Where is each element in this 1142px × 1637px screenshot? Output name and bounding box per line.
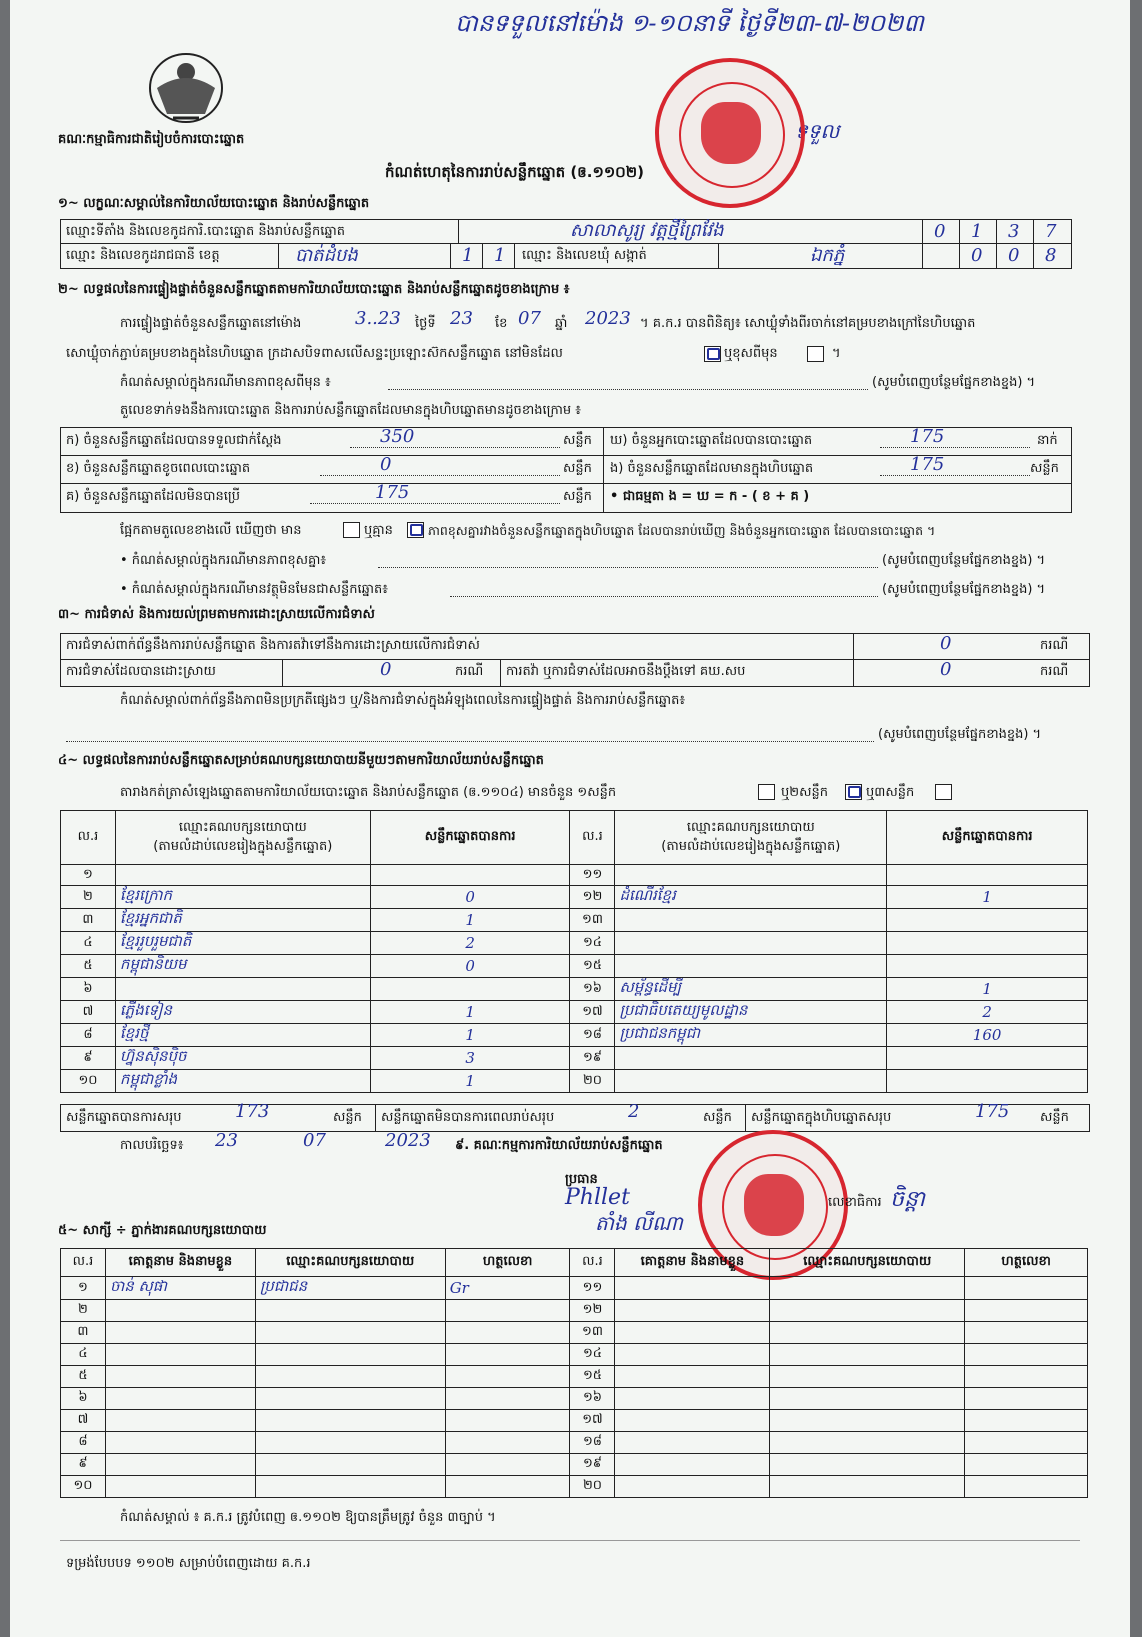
party-name: ខ្មែរក្រោក (115, 886, 370, 909)
three-sheets-label: ឬ៣សន្លឹក (866, 785, 915, 800)
total-valid-label: សន្លឹកឆ្នោតបានការសរុប (66, 1110, 182, 1125)
party-votes: 1 (887, 978, 1088, 1001)
witness-row-no: ២០ (570, 1476, 615, 1498)
col-votes-header: សន្លឹកឆ្នោតបានការ (370, 811, 570, 865)
day-label: ថ្ងៃទី (415, 316, 436, 331)
unit-label: សន្លឹក (563, 489, 592, 504)
witness-signature (445, 1388, 570, 1410)
party-votes: 160 (887, 1024, 1088, 1047)
fill-more-note: (សូមបំពេញបន្ថែមផ្នែកខាងខ្នង) ។ (872, 375, 1036, 390)
col-votes-header: សន្លឹកឆ្នោតបានការ (887, 811, 1088, 865)
party-name: កម្ពុជាខ្លាំង (115, 1070, 370, 1093)
fill-more-note: (សូមបំពេញបន្ថែមផ្នែកខាងខ្នង) ។ (878, 727, 1042, 742)
total-invalid-value: 2 (628, 1101, 640, 1122)
secretary-label: លេខាធិការ (828, 1195, 882, 1210)
unused-ballots-value: 175 (375, 482, 410, 503)
witness-table (60, 1248, 1088, 1498)
witness-name (105, 1322, 255, 1344)
verification-text: ការផ្ទៀងផ្ទាត់ចំនួនសន្លឹកឆ្នោតនៅម៉ោង (120, 316, 302, 331)
party-votes (887, 955, 1088, 978)
table-row (61, 955, 1088, 978)
witness-name (105, 1432, 255, 1454)
handwritten-receipt-note: បានទទួលនៅម៉ោង ១-១០នាទី ថ្ងៃទី២៣-៧-២០២៣ (455, 9, 924, 37)
witness-signature (965, 1432, 1088, 1454)
spoiled-ballots-value: 0 (380, 454, 392, 475)
secretary-signature: ចិន្តា (890, 1187, 925, 1212)
col-party-header: ឈ្មោះគណបក្សនយោបាយ (178, 819, 307, 835)
unused-ballots-label: គ) ចំនួនសន្លឹកឆ្នោតដែលមិនបានប្រើ (66, 489, 240, 504)
w-col-no: ល.រ (570, 1249, 615, 1277)
table-row (61, 1047, 1088, 1070)
witness-signature (445, 1432, 570, 1454)
witness-row-no: ៨ (61, 1432, 106, 1454)
document-page: បានទទួលនៅម៉ោង ១-១០នាទី ថ្ងៃទី២៣-៧-២០២៣ ទទួល គណៈកម្មាធិការជាតិរៀបចំការបោះឆ្នោត កំណត់ហេតុនៃការរាប់សន្លឹកឆ្នោត (ឲ.១១០២) ១~ លក្ខណៈសម្គាល់នៃការិយាល័យបោះឆ្នោត និងរាប់សន្លឹកឆ្នោត ឈ្មោះទីតាំង និងលេខកូដការិ.បោះឆ្នោត និងរាប់សន្លឹកឆ្នោត សាលាសូរ្យ វត្តថ្មីព្រៃវែង 0 1 3 7 ឈ្មោះ និងលេខកូដរាជធានី ខេត្ត បាត់ដំបង 1 1 ឈ្មោះ និងលេខឃុំ សង្កាត់ ឯកភ្នំ 0 0 8 ២~ លទ្ធផលនៃការផ្ទៀងផ្ទាត់ចំនួនសន្លឹកឆ្នោតតាមការិយាល័យបោះឆ្នោត និងរាប់សន្លឹកឆ្នោតដូចខាងក្រោម ៖ ការផ្ទៀងផ្ទាត់ចំនួនសន្លឹកឆ្នោតនៅម៉ោង 3..23 ថ្ងៃទី 23 ខែ 07 ឆ្នាំ 2023 ។ គ.ក.រ បានពិនិត្យ៖ សោឃ្លុំទាំងពីរចាក់នៅគម្របខាងក្រៅនៃហិបឆ្នោត សោឃ្លុំចាក់ភ្ជាប់គម្របខាងក្នុងនៃហិបឆ្នោត ក្រដាសបិទពាសលើសន្ទះប្រឡោះស៊កសន្លឹកឆ្នោត នៅមិនដែល ឬខុសពីមុន ។ កំណត់សម្គាល់ក្នុងករណីមានភាពខុសពីមុន ៖ (សូមបំពេញបន្ថែមផ្នែកខាងខ្នង) ។ តួលេខទាក់ទងនឹងការបោះឆ្នោត និងការរាប់សន្លឹកឆ្នោតដែលមានក្នុងហិបឆ្នោតមានដូចខាងក្រោម ៖ ក) ចំនួនសន្លឹកឆ្នោតដែលបានទទួលជាក់ស្តែង 350 សន្លឹក ខ) ចំនួនសន្លឹកឆ្នោតខូចពេលបោះឆ្នោត 0 សន្លឹក គ) ចំនួនសន្លឹកឆ្នោតដែលមិនបានប្រើ 175 សន្លឹក ឃ) ចំនួនអ្នកបោះឆ្នោតដែលបានបោះឆ្នោត 175 នាក់ ង) ចំនួនសន្លឹកឆ្នោតដែលមានក្នុងហិបឆ្នោត 175 សន្លឹក • ជាធម្មតា ង = ឃ = ក - ( ខ + គ ) ផ្អែកតាមតួលេខខាងលើ ឃើញថា មាន ឬគ្មាន ភាពខុសគ្នារវាងចំនួនសន្លឹកឆ្នោតក្នុងហិបឆ្នោត ដែលបានរាប់ឃើញ និងចំនួនអ្នកបោះឆ្នោត ដែលបានបោះឆ្នោត ។ • កំណត់សម្គាល់ក្នុងករណីមានភាពខុសគ្នា៖ (សូមបំពេញបន្ថែមផ្នែកខាងខ្នង) ។ • កំណត់សម្គាល់ក្នុងករណីមានវត្ថុមិនមែនជាសន្លឹកឆ្នោត៖ (សូមបំពេញបន្ថែមផ្នែកខាងខ្នង) ។ ៣~ ការជំទាស់ និងការយល់ព្រមតាមការដោះស្រាយលើការជំទាស់ ការជំទាស់ពាក់ព័ន្ធនឹងការរាប់សន្លឹកឆ្នោត និងការតវ៉ាទៅនឹងការដោះស្រាយលើការជំទាស់ 0 ករណី ការជំទាស់ដែលបានដោះស្រាយ 0 ករណី ការតវ៉ា ឬការជំទាស់ដែលអាចនឹងប្តឹងទៅ គឃ.សប 0 ករណី កំណត់សម្គាល់ពាក់ព័ន្ធនឹងភាពមិនប្រក្រតីផ្សេងៗ ឬ/និងការជំទាស់ក្នុងអំឡុងពេលនៃការផ្ទៀងផ្ទាត់ និងការរាប់សន្លឹកឆ្នោត៖ (សូមបំពេញបន្ថែមផ្នែកខាងខ្នង) ។ ៤~ លទ្ធផលនៃការរាប់សន្លឹកឆ្នោតសម្រាប់គណបក្សនយោបាយនីមួយៗតាមការិយាល័យរាប់សន្លឹកឆ្នោត តារាងកត់ត្រាសំឡេងឆ្នោតតាមការិយាល័យបោះឆ្នោត និងរាប់សន្លឹកឆ្នោត (ឲ.១១០៤) មានចំនួន ១សន្លឹក ឬ២សន្លឹក ឬ៣សន្លឹក ល.រ ឈ្មោះគណបក្សនយោបាយ (តាមលំដាប់លេខរៀងក្នុងសន្លឹកឆ្នោត) សន្លឹកឆ្នោតបានការ ល.រ ឈ្មោះគណបក្សនយោបាយ (តាមលំដាប់លេខរៀងក្នុងសន្លឹកឆ្នោត) សន្លឹកឆ្នោតបានការ ១ ១១ ២ ខ្មែរក្រោក 0 ១២ ដំណើរខ្មែរ 1 ៣ ខ្មែរអ្នកជាតិ 1 ១៣ ៤ ខ្មែររួបរួមជាតិ 2 ១៤ ៥ កម្ពុជានិយម 0 ១៥ ៦ ១៦ សម្ព័ន្ធដើម្បី 1 ៧ ភ្លើងទៀន 1 ១៧ ប្រជាធិបតេយ្យមូលដ្ឋាន 2 ៨ ខ្មែរថ្មី 1 ១៨ ប្រជាជនកម្ពុជា 160 ៩ ហ្វ៊ុនស៊ិនប៉ិច 3 ១៩ ១០ កម្ពុជាខ្លាំង 1 ២០ សន្លឹកឆ្នោតបានការសរុប 173 សន្លឹក សន្លឹកឆ្នោតមិនបានការពេលរាប់សរុប 2 សន្លឹក សន្លឹកឆ្នោតក្នុងហិបឆ្នោតសរុប 175 សន្លឹក កាលបរិច្ឆេទ៖ 23 07 2023 ៩. គណៈកម្មការការិយាល័យរាប់សន្លឹកឆ្នោត ប្រធាន Phllet តាំង លីណា លេខាធិការ ចិន្តា ៥~ សាក្សី ÷ ភ្នាក់ងារគណបក្សនយោបាយ ល.រ គោត្តនាម និងនាមខ្លួន ឈ្មោះគណបក្សនយោបាយ ហត្ថលេខា ល.រ គោត្តនាម និងនាមខ្លួន ឈ្មោះគណបក្សនយោបាយ ហត្ថលេខា ១ ចាន់ សុផា ប្រជាជន Gr ១១ ២ ១២ ៣ ១៣ ៤ ១៤ ៥ ១៥ ៦ ១៦ ៧ ១៧ ៨ ១៨ ៩ ១៩ ១០ ២០ កំណត់សម្គាល់ ៖ គ.ក.រ ត្រូវបំពេញ ឲ.១១០២ ឱ្យបានត្រឹមត្រូវ ចំនួន ៣ច្បាប់ ។ ទម្រង់បែបបទ ១១០២ សម្រាប់បំពេញដោយ គ.ក.រ (10, 0, 1130, 1637)
party-votes: 2 (370, 932, 570, 955)
table-row (61, 1070, 1088, 1093)
col-no-header: ល.រ (570, 811, 615, 865)
witness-name (615, 1388, 770, 1410)
party-votes: 1 (370, 909, 570, 932)
witness-row-no: ២ (61, 1300, 106, 1322)
date-month: 07 (303, 1130, 326, 1151)
witness-name (105, 1366, 255, 1388)
witness-party (255, 1388, 445, 1410)
objections-value: 0 (940, 633, 952, 654)
unit-label: ករណី (1040, 638, 1069, 653)
party-name: ប្រជាជនកម្ពុជា (615, 1024, 887, 1047)
party-row-no: ១២ (570, 886, 615, 909)
witness-name: ចាន់ សុផា (105, 1277, 255, 1300)
party-votes (370, 978, 570, 1001)
province-value: បាត់ដំបង (295, 245, 358, 266)
difference-note: • កំណត់សម្គាល់ក្នុងករណីមានភាពខុសគ្នា៖ (120, 553, 327, 568)
witness-signature (965, 1476, 1088, 1498)
party-name (615, 955, 887, 978)
form-footer: ទម្រង់បែបបទ ១១០២ សម្រាប់បំពេញដោយ គ.ក.រ (66, 1556, 311, 1571)
witness-row-no: ១ (61, 1277, 106, 1300)
seal-check-text: សោឃ្លុំចាក់ភ្ជាប់គម្របខាងក្នុងនៃហិបឆ្នោត ក្រដាសបិទពាសលើសន្ទះប្រឡោះស៊កសន្លឹកឆ្នោត នៅមិនដែល (66, 346, 563, 361)
witness-signature (965, 1344, 1088, 1366)
witness-name (615, 1454, 770, 1476)
witness-party (255, 1432, 445, 1454)
party-row-no: ១៧ (570, 1001, 615, 1024)
chair-name: តាំង លីណា (595, 1211, 683, 1235)
w-col-sign: ហត្ថលេខា (965, 1249, 1088, 1277)
unit-label: សន្លឹក (703, 1110, 732, 1125)
unit-label: នាក់ (1037, 433, 1058, 448)
party-row-no: ១ (61, 865, 116, 886)
party-votes: 3 (370, 1047, 570, 1070)
total-box-value: 175 (975, 1101, 1010, 1122)
province-code-digit: 1 (494, 245, 506, 266)
year-label: ឆ្នាំ (555, 316, 568, 331)
party-row-no: ១៣ (570, 909, 615, 932)
party-name: ហ្វ៊ុនស៊ិនប៉ិច (115, 1047, 370, 1070)
witness-signature (445, 1300, 570, 1322)
verification-time: 3..23 (355, 308, 401, 329)
w-col-party: ឈ្មោះគណបក្សនយោបាយ (255, 1249, 445, 1277)
party-name: ភ្លើងទៀន (115, 1001, 370, 1024)
witness-party (255, 1344, 445, 1366)
table-row (61, 1001, 1088, 1024)
official-stamp-top (655, 58, 805, 208)
month-label: ខែ (495, 316, 508, 331)
party-name (615, 932, 887, 955)
unit-label: សន្លឹក (563, 461, 592, 476)
total-box-label: សន្លឹកឆ្នោតក្នុងហិបឆ្នោតសរុប (751, 1110, 892, 1125)
verification-month: 07 (518, 308, 541, 329)
witness-party: ប្រជាជន (255, 1277, 445, 1300)
witness-signature (965, 1277, 1088, 1300)
witness-party (770, 1410, 965, 1432)
party-row-no: ៩ (61, 1047, 116, 1070)
difference-note-label: កំណត់សម្គាល់ក្នុងករណីមានភាពខុសពីមុន ៖ (120, 375, 331, 390)
party-votes (887, 1047, 1088, 1070)
witness-signature (965, 1366, 1088, 1388)
witness-party (255, 1366, 445, 1388)
section4-heading: ៤~ លទ្ធផលនៃការរាប់សន្លឹកឆ្នោតសម្រាប់គណបក្សនយោបាយនីមួយៗតាមការិយាល័យរាប់សន្លឹកឆ្នោត (58, 753, 544, 768)
section2-heading: ២~ លទ្ធផលនៃការផ្ទៀងផ្ទាត់ចំនួនសន្លឹកឆ្នោតតាមការិយាល័យបោះឆ្នោត និងរាប់សន្លឹកឆ្នោតដូចខាងក្រោម ៖ (58, 282, 570, 297)
two-sheets-checkbox[interactable] (845, 784, 862, 800)
totals-row (60, 1104, 1090, 1132)
commune-code-digit: 8 (1045, 245, 1057, 266)
party-row-no: ៤ (61, 932, 116, 955)
complaints-value: 0 (940, 659, 952, 680)
party-name: ខ្មែររួបរួមជាតិ (115, 932, 370, 955)
unit-label: សន្លឹក (1030, 461, 1059, 476)
unchanged-checkbox[interactable] (704, 346, 721, 362)
verification-day: 23 (450, 308, 473, 329)
witness-row-no: ១៨ (570, 1432, 615, 1454)
witness-party (770, 1277, 965, 1300)
committee-label: ៩. គណៈកម្មការការិយាល័យរាប់សន្លឹកឆ្នោត (455, 1138, 663, 1153)
irregularities-note: កំណត់សម្គាល់ពាក់ព័ន្ធនឹងភាពមិនប្រក្រតីផ្សេងៗ ឬ/និងការជំទាស់ក្នុងអំឡុងពេលនៃការផ្ទៀងផ្ទាត់ និងការរាប់សន្លឹកឆ្នោត៖ (120, 693, 686, 708)
party-votes: 1 (370, 1070, 570, 1093)
witness-row-no: ១៤ (570, 1344, 615, 1366)
location-code-digit: 1 (971, 221, 983, 242)
table-row (61, 1024, 1088, 1047)
witness-row-no: ៥ (61, 1366, 106, 1388)
nec-emblem-icon (145, 48, 227, 126)
province-code-digit: 1 (462, 245, 474, 266)
witness-name (105, 1476, 255, 1498)
unit-label: ករណី (455, 664, 484, 679)
witness-party (770, 1366, 965, 1388)
date-day: 23 (215, 1130, 238, 1151)
witness-party (770, 1322, 965, 1344)
witness-name (615, 1322, 770, 1344)
witness-row-no: ៣ (61, 1322, 106, 1344)
col-party-header: ឈ្មោះគណបក្សនយោបាយ (686, 819, 815, 835)
verification-text-end: ។ គ.ក.រ បានពិនិត្យ៖ សោឃ្លុំទាំងពីរចាក់នៅគម្របខាងក្រៅនៃហិបឆ្នោត (640, 316, 976, 331)
witness-signature (965, 1300, 1088, 1322)
table-row (61, 1344, 1088, 1366)
party-votes: 0 (370, 955, 570, 978)
resolved-label: ការជំទាស់ដែលបានដោះស្រាយ (66, 664, 216, 679)
witness-name (615, 1432, 770, 1454)
witness-name (105, 1388, 255, 1410)
table-row (61, 1277, 1088, 1300)
changed-checkbox[interactable] (807, 346, 824, 362)
witness-signature (445, 1322, 570, 1344)
witness-signature (445, 1366, 570, 1388)
commune-value: ឯកភ្នំ (810, 245, 845, 266)
w-col-name: គោត្តនាម និងនាមខ្លួន (615, 1249, 770, 1277)
party-name: សម្ព័ន្ធដើម្បី (615, 978, 887, 1001)
two-sheets-label: ឬ២សន្លឹក (781, 785, 828, 800)
section1-heading: ១~ លក្ខណៈសម្គាល់នៃការិយាល័យបោះឆ្នោត និងរាប់សន្លឹកឆ្នោត (58, 196, 370, 211)
table-row (61, 1454, 1088, 1476)
fill-more-note: (សូមបំពេញបន្ថែមផ្នែកខាងខ្នង) ។ (882, 553, 1046, 568)
witness-name (105, 1344, 255, 1366)
commune-code-digit: 0 (971, 245, 983, 266)
party-name (615, 909, 887, 932)
changed-label: ឬខុសពីមុន (724, 346, 778, 361)
no-difference-label: ឬគ្មាន (364, 523, 393, 538)
formula: • ជាធម្មតា ង = ឃ = ក - ( ខ + គ ) (610, 489, 810, 504)
party-name: កម្ពុជានិយម (115, 955, 370, 978)
difference-text-end: ភាពខុសគ្នារវាងចំនួនសន្លឹកឆ្នោតក្នុងហិបឆ្នោត ដែលបានរាប់ឃើញ និងចំនួនអ្នកបោះឆ្នោត ដែលបានបោះឆ្នោត ។ (428, 523, 936, 538)
witness-name (615, 1366, 770, 1388)
date-year: 2023 (385, 1130, 431, 1151)
date-label: កាលបរិច្ឆេទ៖ (120, 1138, 184, 1153)
handwritten-received: ទទួល (795, 119, 840, 143)
tally-sheet-text: តារាងកត់ត្រាសំឡេងឆ្នោតតាមការិយាល័យបោះឆ្នោត និងរាប់សន្លឹកឆ្នោត (ឲ.១១០៤) មានចំនួន ១សន្លឹក (120, 785, 617, 800)
committee-name: គណៈកម្មាធិការជាតិរៀបចំការបោះឆ្នោត (58, 132, 245, 147)
party-votes (887, 909, 1088, 932)
witness-row-no: ៤ (61, 1344, 106, 1366)
commune-label: ឈ្មោះ និងលេខឃុំ សង្កាត់ (522, 248, 647, 263)
table-row (61, 886, 1088, 909)
voters-value: 175 (910, 426, 945, 447)
party-name (115, 978, 370, 1001)
witness-row-no: ៧ (61, 1410, 106, 1432)
party-name: ខ្មែរអ្នកជាតិ (115, 909, 370, 932)
location-label: ឈ្មោះទីតាំង និងលេខកូដការិ.បោះឆ្នោត និងរាប់សន្លឹកឆ្នោត (66, 224, 345, 239)
fill-more-note: (សូមបំពេញបន្ថែមផ្នែកខាងខ្នង) ។ (882, 582, 1046, 597)
ballots-received-label: ក) ចំនួនសន្លឹកឆ្នោតដែលបានទទួលជាក់ស្តែង (66, 433, 282, 448)
w-col-no: ល.រ (61, 1249, 106, 1277)
witness-name (615, 1300, 770, 1322)
w-col-name: គោត្តនាម និងនាមខ្លួន (105, 1249, 255, 1277)
table-row (61, 1476, 1088, 1498)
witness-row-no: ១៥ (570, 1366, 615, 1388)
witness-row-no: ១២ (570, 1300, 615, 1322)
objections-label: ការជំទាស់ពាក់ព័ន្ធនឹងការរាប់សន្លឹកឆ្នោត និងការតវ៉ាទៅនឹងការដោះស្រាយលើការជំទាស់ (66, 638, 480, 653)
party-name: ដំណើរខ្មែរ (615, 886, 887, 909)
party-votes (887, 932, 1088, 955)
province-label: ឈ្មោះ និងលេខកូដរាជធានី ខេត្ត (66, 248, 220, 263)
unit-label: ករណី (1040, 664, 1069, 679)
witness-signature (445, 1454, 570, 1476)
party-votes: 1 (887, 886, 1088, 909)
witness-party (255, 1300, 445, 1322)
party-row-no: ១៨ (570, 1024, 615, 1047)
figures-intro: តួលេខទាក់ទងនឹងការបោះឆ្នោត និងការរាប់សន្លឹកឆ្នោតដែលមានក្នុងហិបឆ្នោតមានដូចខាងក្រោម ៖ (120, 403, 581, 418)
spoiled-ballots-label: ខ) ចំនួនសន្លឹកឆ្នោតខូចពេលបោះឆ្នោត (66, 461, 251, 476)
witness-row-no: ៩ (61, 1454, 106, 1476)
voters-label: ឃ) ចំនួនអ្នកបោះឆ្នោតដែលបានបោះឆ្នោត (610, 433, 813, 448)
witness-row-no: ១០ (61, 1476, 106, 1498)
party-name (615, 1047, 887, 1070)
witness-party (770, 1454, 965, 1476)
section5-heading: ៥~ សាក្សី ÷ ភ្នាក់ងារគណបក្សនយោបាយ (58, 1223, 267, 1238)
chair-label: ប្រធាន (565, 1172, 598, 1187)
witness-row-no: ៦ (61, 1388, 106, 1410)
w-col-party: ឈ្មោះគណបក្សនយោបាយ (770, 1249, 965, 1277)
table-row (61, 1432, 1088, 1454)
witness-name (105, 1300, 255, 1322)
party-row-no: ៧ (61, 1001, 116, 1024)
col-party-sub: (តាមលំដាប់លេខរៀងក្នុងសន្លឹកឆ្នោត) (661, 838, 841, 854)
total-valid-value: 173 (235, 1101, 270, 1122)
party-votes: 0 (370, 886, 570, 909)
witness-signature (965, 1388, 1088, 1410)
party-row-no: ២០ (570, 1070, 615, 1093)
party-row-no: ៦ (61, 978, 116, 1001)
location-code-digit: 7 (1045, 221, 1057, 242)
party-name (615, 1070, 887, 1093)
complaints-label: ការតវ៉ា ឬការជំទាស់ដែលអាចនឹងប្តឹងទៅ គឃ.សប (506, 664, 746, 679)
w-col-sign: ហត្ថលេខា (445, 1249, 570, 1277)
witness-party (770, 1388, 965, 1410)
verification-year: 2023 (585, 308, 631, 329)
no-difference-checkbox[interactable] (407, 522, 424, 538)
witness-row-no: ១១ (570, 1277, 615, 1300)
total-invalid-label: សន្លឹកឆ្នោតមិនបានការពេលរាប់សរុប (381, 1110, 555, 1125)
ballots-received-value: 350 (380, 426, 415, 447)
witness-party (255, 1410, 445, 1432)
party-row-no: ៨ (61, 1024, 116, 1047)
col-no-header: ល.រ (61, 811, 116, 865)
unit-label: សន្លឹក (333, 1110, 362, 1125)
party-name (115, 865, 370, 886)
one-sheet-checkbox[interactable] (758, 784, 775, 800)
col-party-sub: (តាមលំដាប់លេខរៀងក្នុងសន្លឹកឆ្នោត) (153, 838, 333, 854)
party-name: ខ្មែរថ្មី (115, 1024, 370, 1047)
witness-party (255, 1476, 445, 1498)
table-row (61, 978, 1088, 1001)
party-row-no: ១១ (570, 865, 615, 886)
party-votes (887, 865, 1088, 886)
witness-row-no: ១៩ (570, 1454, 615, 1476)
chair-signature: Phllet (565, 1185, 630, 1210)
party-votes: 2 (887, 1001, 1088, 1024)
witness-party (770, 1300, 965, 1322)
witness-party (255, 1454, 445, 1476)
unit-label: សន្លឹក (563, 433, 592, 448)
unit-label: សន្លឹក (1040, 1110, 1069, 1125)
has-difference-checkbox[interactable] (343, 522, 360, 538)
ballots-in-box-value: 175 (910, 454, 945, 475)
party-row-no: ៥ (61, 955, 116, 978)
party-row-no: ១៦ (570, 978, 615, 1001)
witness-name (105, 1410, 255, 1432)
party-votes: 1 (370, 1024, 570, 1047)
party-row-no: ២ (61, 886, 116, 909)
commune-code-digit: 0 (1008, 245, 1020, 266)
witness-party (770, 1432, 965, 1454)
witness-row-no: ១៧ (570, 1410, 615, 1432)
witness-signature (445, 1410, 570, 1432)
witness-party (255, 1322, 445, 1344)
form-title: កំណត់ហេតុនៃការរាប់សន្លឹកឆ្នោត (ឲ.១១០២) (385, 163, 645, 181)
witness-party (770, 1344, 965, 1366)
section3-heading: ៣~ ការជំទាស់ និងការយល់ព្រមតាមការដោះស្រាយលើការជំទាស់ (58, 607, 375, 622)
table-row (61, 865, 1088, 886)
party-row-no: ៣ (61, 909, 116, 932)
table-row (61, 1322, 1088, 1344)
table-row (61, 1410, 1088, 1432)
resolved-value: 0 (380, 659, 392, 680)
witness-signature (445, 1476, 570, 1498)
witness-row-no: ១៣ (570, 1322, 615, 1344)
table-row (61, 1366, 1088, 1388)
witness-name (615, 1277, 770, 1300)
witness-row-no: ១៦ (570, 1388, 615, 1410)
witness-name (105, 1454, 255, 1476)
witness-name (615, 1410, 770, 1432)
witness-signature (965, 1322, 1088, 1344)
party-name (615, 865, 887, 886)
table-row (61, 1388, 1088, 1410)
party-row-no: ១៤ (570, 932, 615, 955)
location-value: សាលាសូរ្យ វត្តថ្មីព្រៃវែង (570, 220, 724, 241)
witness-name (615, 1476, 770, 1498)
witness-name (615, 1344, 770, 1366)
foreign-object-note: • កំណត់សម្គាល់ក្នុងករណីមានវត្ថុមិនមែនជាសន្លឹកឆ្នោត៖ (120, 582, 388, 597)
party-row-no: ១០ (61, 1070, 116, 1093)
party-votes: 1 (370, 1001, 570, 1024)
location-code-digit: 0 (934, 221, 946, 242)
witness-party (770, 1476, 965, 1498)
footer-note: កំណត់សម្គាល់ ៖ គ.ក.រ ត្រូវបំពេញ ឲ.១១០២ ឱ្យបានត្រឹមត្រូវ ចំនួន ៣ច្បាប់ ។ (120, 1510, 496, 1525)
witness-signature (445, 1344, 570, 1366)
table-row (61, 1300, 1088, 1322)
location-code-digit: 3 (1008, 221, 1020, 242)
party-votes (887, 1070, 1088, 1093)
ballots-in-box-label: ង) ចំនួនសន្លឹកឆ្នោតដែលមានក្នុងហិបឆ្នោត (610, 461, 814, 476)
table-row (61, 909, 1088, 932)
party-votes (370, 865, 570, 886)
party-results-table (60, 810, 1088, 1093)
party-row-no: ១៩ (570, 1047, 615, 1070)
witness-signature: Gr (445, 1277, 570, 1300)
three-sheets-checkbox[interactable] (935, 784, 952, 800)
difference-text: ផ្អែកតាមតួលេខខាងលើ ឃើញថា មាន (120, 523, 302, 538)
party-row-no: ១៥ (570, 955, 615, 978)
witness-signature (965, 1454, 1088, 1476)
witness-signature (965, 1410, 1088, 1432)
table-row (61, 932, 1088, 955)
party-name: ប្រជាធិបតេយ្យមូលដ្ឋាន (615, 1001, 887, 1024)
